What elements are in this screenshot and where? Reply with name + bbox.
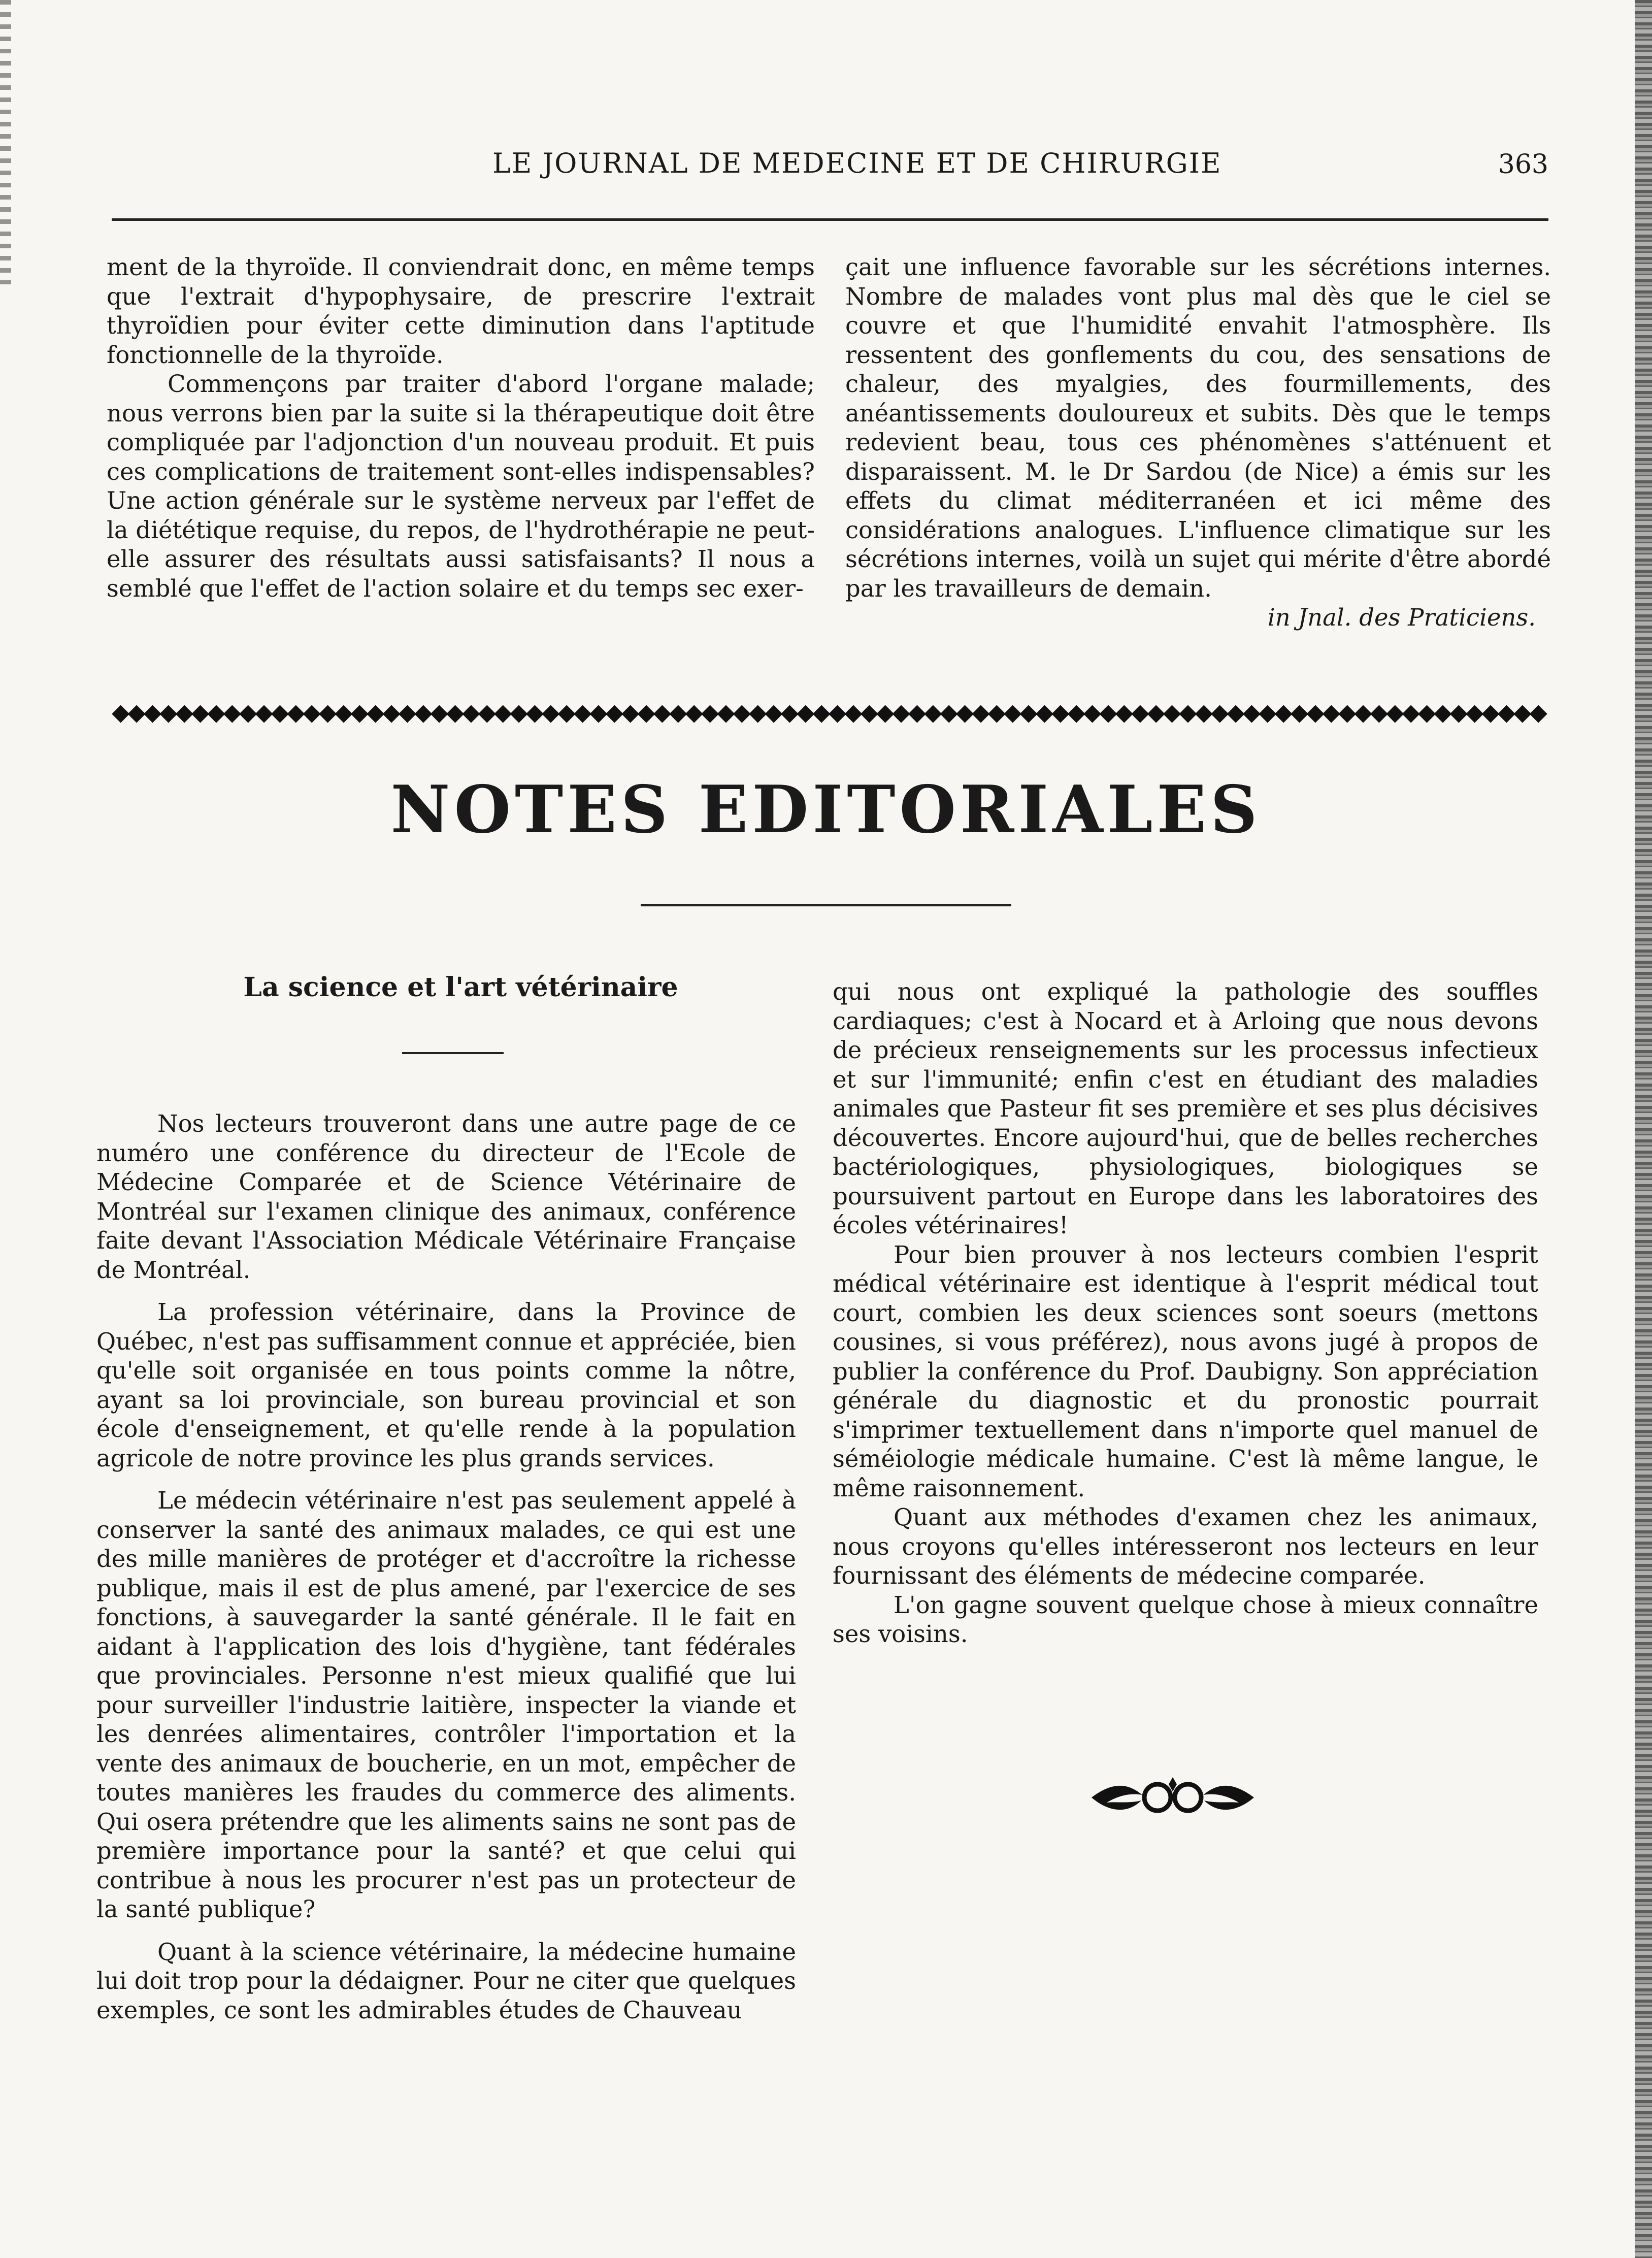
paragraph: Commençons par traiter d'abord l'organe malade; nous verrons bien par la suite si la thérapeutique doit être compliquée par l'adjonction d'un nouveau produit. Et puis ces complications de traitement sont-elles indispensables? Une action générale sur le système nerveux par l'effet de la diététique requise, du repos, de l'hydrothérapie ne peut-elle assurer des résultats aussi satisfaisants? Il nous a semblé que l'effet de l'action solaire et du temps sec exer- xyxy=(107,370,815,602)
section-title: NOTES EDITORIALES xyxy=(390,772,1262,848)
paragraph: Pour bien prouver à nos lecteurs combien l'esprit médical vétérinaire est identique à l'esprit médical tout court, combien les deux sciences sont soeurs (mettons cousines, si vous préférez), nous avons jugé à propos de publier la conférence du Prof. Daubigny. Son appréciation générale du diagnostic et du pronostic pourrait s'imprimer textuellement dans n'importe quel manuel de séméiologie médicale humaine. C'est là même langue, le même raisonnement. xyxy=(833,1240,1538,1502)
top-left-column xyxy=(107,253,815,603)
article-title: La science et l'art vétérinaire xyxy=(243,972,678,1003)
paragraph: Quant aux méthodes d'examen chez les animaux, nous croyons qu'elles intéresseront nos lecteurs en leur fournissant des éléments de médecine comparée. xyxy=(833,1503,1538,1589)
paragraph: çait une influence favorable sur les sécrétions internes. Nombre de malades vont plus mal dès que le ciel se couvre et que l'humidité envahit l'atmosphère. Ils ressentent des gonflements du cou, des sensations de chaleur, des myalgies, des fourmillements, des anéantissements douloureux et subits. Dès que le temps redevient beau, tous ces phénomènes s'atténuent et disparaissent. M. le Dr Sardou (de Nice) a émis sur les effets du climat méditerranéen et ici même des considérations analogues. L'influence climatique sur les sécrétions internes, voilà un sujet qui mérite d'être abordé par les travailleurs de demain. xyxy=(845,253,1551,602)
paragraph: L'on gagne souvent quelque chose à mieux connaître ses voisins. xyxy=(833,1591,1538,1648)
binding-edge xyxy=(1635,0,1652,2258)
paragraph: La profession vétérinaire, dans la Province de Québec, n'est pas suffisamment connue et appréciée, bien qu'elle soit organisée en tous points comme la nôtre, ayant sa loi provinciale, son bureau provincial et son école d'enseignement, et qu'elle rende à la population agricole de notre province les plus grands services. xyxy=(96,1298,796,1472)
article-left-column xyxy=(96,1109,796,2025)
page-number: 363 xyxy=(1498,149,1548,180)
running-header xyxy=(107,142,1548,183)
fleuron-icon xyxy=(1081,1767,1264,1828)
journal-title: LE JOURNAL DE MEDECINE ET DE CHIRURGIE xyxy=(492,147,1222,179)
source-citation: in Jnal. des Praticiens. xyxy=(1267,604,1536,631)
binding-edge-left xyxy=(0,0,11,284)
paragraph: ment de la thyroïde. Il conviendrait donc, en même temps que l'extrait d'hypophysaire, de prescrire l'extrait thyroïdien pour éviter cette diminution dans l'aptitude fonctionnelle de la thyroïde. xyxy=(107,253,815,369)
paragraph: Quant à la science vétérinaire, la médecine humaine lui doit trop pour la dédaigner. Pour ne citer que quelques exemples, ce sont les admirables études de Chauveau xyxy=(96,1938,796,2024)
header-rule xyxy=(112,218,1548,221)
paragraph: qui nous ont expliqué la pathologie des souffles cardiaques; c'est à Nocard et à Arloing que nous devons de précieux renseignements sur les processus infectieux et sur l'immunité; enfin c'est en étudiant des maladies animales que Pasteur fit ses première et ses plus décisives découvertes. Encore aujourd'hui, que de belles recherches bactériologiques, physiologiques, biologiques se poursuivent partout en Europe dans les laboratoires des écoles vétérinaires! xyxy=(833,978,1538,1239)
article-right-column xyxy=(833,977,1538,1649)
section-rule xyxy=(641,904,1011,906)
diamond-border: ◆◆◆◆◆◆◆◆◆◆◆◆◆◆◆◆◆◆◆◆◆◆◆◆◆◆◆◆◆◆◆◆◆◆◆◆◆◆◆◆◆◆◆◆◆◆◆◆◆◆◆◆◆◆◆◆◆◆◆◆◆◆◆◆◆◆◆◆◆◆◆◆◆◆◆◆◆◆◆◆◆◆◆◆◆◆◆◆◆◆ xyxy=(112,698,1545,726)
top-right-column xyxy=(845,253,1551,633)
paragraph: Le médecin vétérinaire n'est pas seulement appelé à conserver la santé des animaux malades, ce qui est une des mille manières de protéger et d'accroître la richesse publique, mais il est de plus amené, par l'exercice de ses fonctions, à sauvegarder la santé générale. Il le fait en aidant à l'application des lois d'hygiène, tant fédérales que provinciales. Personne n'est mieux qualifié que lui pour surveiller l'industrie laitière, inspecter la viande et les denrées alimentaires, contrôler l'importation et la vente des animaux de boucherie, en un mot, empêcher de toutes manières les fraudes du commerce des aliments. Qui osera prétendre que les aliments sains ne sont pas de première importance pour la santé? et que celui qui contribue à nous les procurer n'est pas un protecteur de la santé publique? xyxy=(96,1487,796,1923)
article-rule xyxy=(402,1052,504,1054)
paragraph: Nos lecteurs trouveront dans une autre page de ce numéro une conférence du directeur de l'Ecole de Médecine Comparée et de Science Vétérinaire de Montréal sur l'examen clinique des animaux, conférence faite devant l'Association Médicale Vétérinaire Française de Montréal. xyxy=(96,1110,796,1284)
